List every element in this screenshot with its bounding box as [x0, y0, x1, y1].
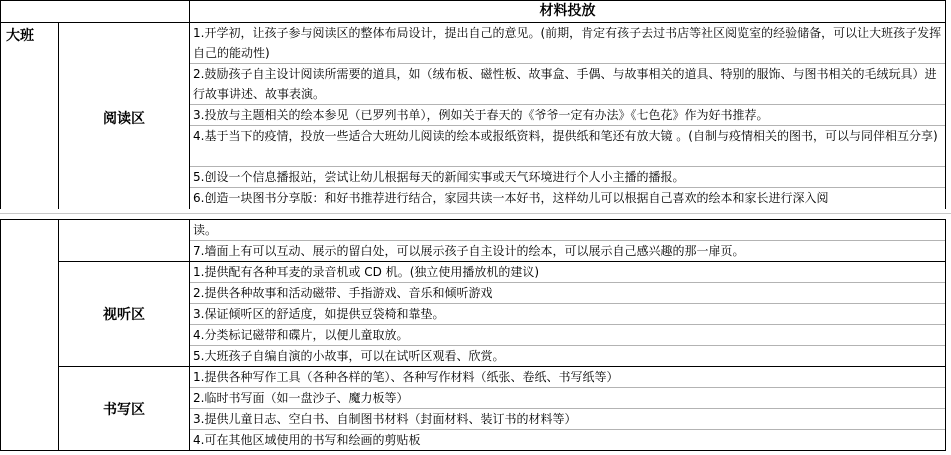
reading-items: [190, 23, 946, 213]
list-item: 2.提供各种故事和活动磁带、手指游戏、音乐和倾听游戏: [190, 283, 945, 304]
grade-continued-cell: [1, 220, 59, 451]
header-blank: [1, 1, 190, 23]
list-item: 读。: [190, 220, 945, 241]
materials-table-bottom: [0, 219, 946, 451]
area-label-reading: 阅读区: [59, 23, 190, 213]
list-item: 3.保证倾听区的舒适度，如提供豆袋椅和靠垫。: [190, 304, 945, 325]
list-item: 6.创造一块图书分享版：和好书推荐进行结合，家园共读一本好书，这样幼儿可以根据自己喜欢的绘本和家长进行深入阅: [193, 191, 829, 205]
page-break: [0, 209, 951, 219]
page-break-line: [0, 213, 951, 214]
materials-table-top: [0, 0, 946, 213]
area-label-writing: 书写区: [59, 367, 190, 451]
list-item: 4.基于当下的疫情，投放一些适合大班幼儿阅读的绘本或报纸资料，提供纸和笔还有放大镜 。(自制与疫情相关的图书，可以与同伴相互分享): [190, 126, 945, 167]
writing-items: [190, 367, 946, 451]
grade-label: 大班: [1, 23, 59, 213]
list-item: 2.临时书写面（如一盘沙子、魔力板等）: [190, 388, 945, 409]
list-item: 4.分类标记磁带和碟片，以便儿童取放。: [190, 325, 945, 346]
table-title: 材料投放: [190, 1, 946, 23]
list-item: 3.提供儿童日志、空白书、自制图书材料（封面材料、装订书的材料等）: [190, 409, 945, 430]
list-item: 1.提供配有各种耳麦的录音机或 CD 机。(独立使用播放机的建议): [190, 262, 945, 283]
area-label-listening: 视听区: [59, 262, 190, 367]
list-item: 1.开学初，让孩子参与阅读区的整体布局设计，提出自己的意见。(前期，肯定有孩子去过书店等社区阅览室的经验储备，可以让大班孩子发挥自己的能动性): [190, 23, 945, 64]
list-item: 3.投放与主题相关的绘本参见（已罗列书单），例如关于春天的《爷爷一定有办法》《七色花》作为好书推荐。: [190, 105, 945, 126]
listening-items: [190, 262, 946, 367]
list-item: 1.提供各种写作工具（各种各样的笔）、各种写作材料（纸张、卷纸、书写纸等）: [190, 367, 945, 388]
list-item: 7.墙面上有可以互动、展示的留白处，可以展示孩子自主设计的绘本，可以展示自己感兴趣的那一扉页。: [193, 244, 745, 258]
list-item: 5.创设一个信息播报站，尝试让幼儿根据每天的新闻实事或天气环境进行个人小主播的播报。: [190, 167, 945, 188]
list-item: 2.鼓励孩子自主设计阅读所需要的道具，如（绒布板、磁性板、故事盒、手偶、与故事相关的道具、特别的服饰、与图书相关的毛绒玩具）进行故事讲述、故事表演。: [190, 64, 945, 105]
reading-items-continued: [190, 220, 946, 262]
list-item: 4.可在其他区域使用的书写和绘画的剪贴板: [193, 433, 421, 447]
area-continued-cell: [59, 220, 190, 262]
list-item: 5.大班孩子自编自演的小故事，可以在试听区观看、欣赏。: [193, 349, 505, 363]
